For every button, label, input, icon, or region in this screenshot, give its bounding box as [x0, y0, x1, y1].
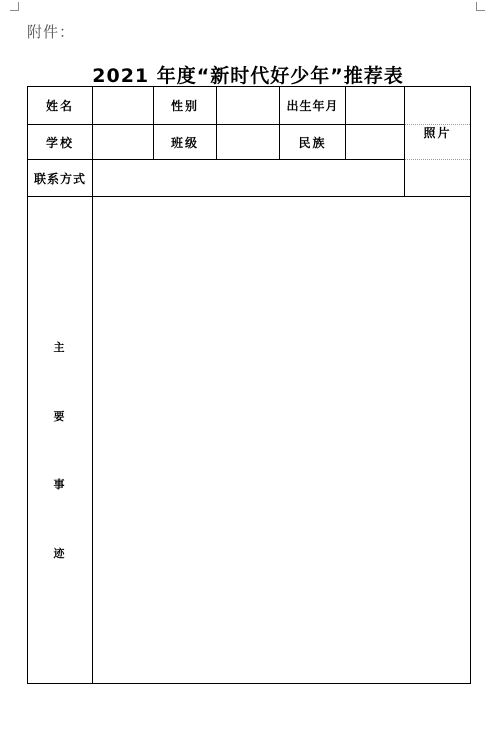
page-corner-mark-left — [10, 2, 19, 11]
page-corner-mark-right — [476, 2, 485, 11]
birth-date-value-cell[interactable] — [346, 87, 405, 125]
ethnicity-value-cell[interactable] — [346, 125, 405, 160]
name-value-cell[interactable] — [93, 87, 154, 125]
main-deeds-label — [28, 339, 92, 561]
name-label: 姓名 — [28, 87, 93, 125]
main-deeds-content-cell[interactable] — [93, 197, 471, 684]
main-deeds-label-cell — [28, 197, 93, 684]
school-value-cell[interactable] — [93, 125, 154, 160]
photo-dotted-line-bottom — [405, 159, 470, 160]
contact-label: 联系方式 — [28, 160, 93, 197]
recommendation-form-table — [27, 86, 471, 684]
attachment-label: 附件： — [27, 23, 76, 41]
main-deeds-char: 主 — [53, 341, 67, 354]
class-value-cell[interactable] — [217, 125, 280, 160]
school-label: 学校 — [28, 125, 93, 160]
gender-label: 性别 — [154, 87, 217, 125]
main-deeds-char: 事 — [53, 478, 67, 492]
photo-cell[interactable] — [405, 87, 471, 197]
class-label: 班级 — [154, 125, 217, 160]
gender-value-cell[interactable] — [217, 87, 280, 125]
contact-value-cell[interactable] — [93, 160, 405, 197]
ethnicity-label: 民族 — [280, 125, 346, 160]
birth-date-label: 出生年月 — [280, 87, 346, 125]
form-title: 2021 年度“新时代好少年”推荐表 — [92, 65, 404, 87]
photo-label: 照片 — [423, 126, 452, 140]
main-deeds-char: 要 — [53, 409, 67, 423]
main-deeds-char: 迹 — [53, 546, 67, 560]
